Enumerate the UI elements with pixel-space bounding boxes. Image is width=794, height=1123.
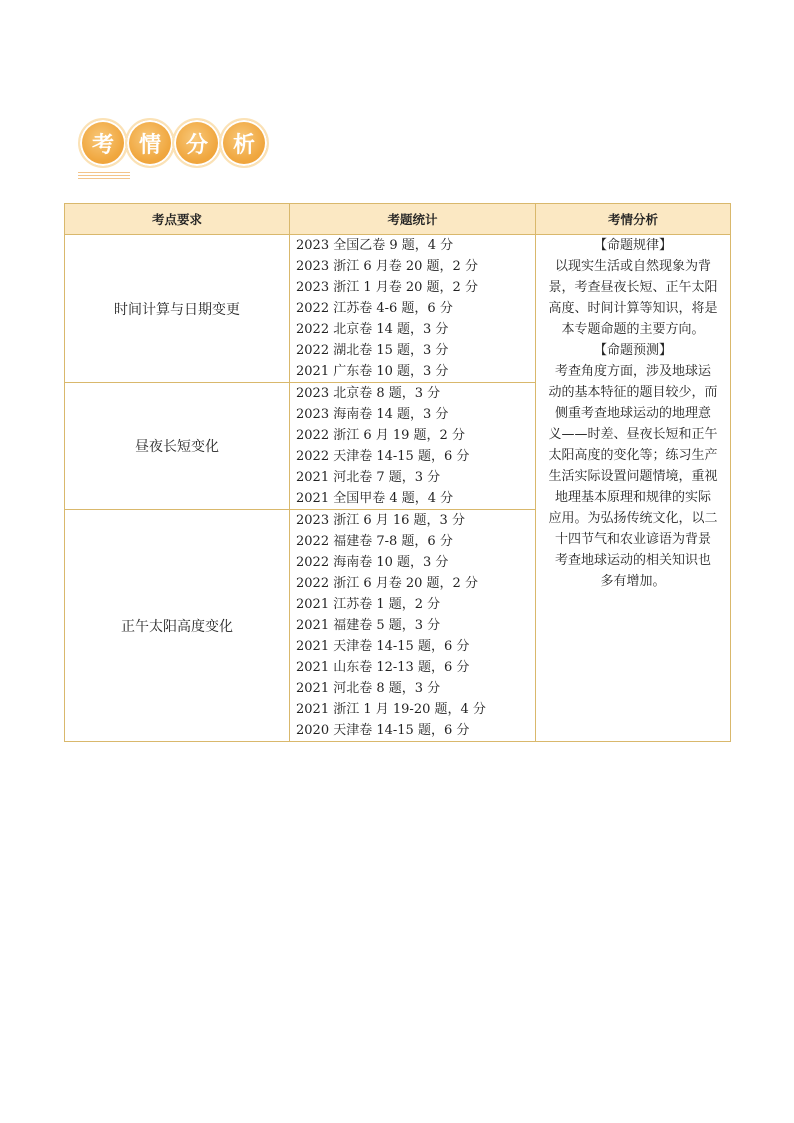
analysis-line: 景，考查昼夜长短、正午太阳	[548, 280, 718, 295]
banner-char: 分	[172, 118, 222, 168]
point-cell: 正午太阳高度变化	[65, 510, 290, 742]
stat-item: 2023 浙江 1 月卷 20 题，2 分	[296, 280, 478, 295]
stat-item: 2021 福建卷 5 题，3 分	[296, 618, 441, 633]
stat-item: 2021 江苏卷 1 题，2 分	[296, 597, 441, 612]
table-header-row	[65, 204, 731, 235]
stat-item: 2021 浙江 1 月 19-20 题，4 分	[296, 702, 486, 717]
banner-title	[78, 118, 278, 168]
analysis-line: 高度、时间计算等知识，将是	[548, 301, 718, 316]
stat-item: 2021 天津卷 14-15 题，6 分	[296, 639, 470, 654]
banner-char: 情	[125, 118, 175, 168]
header-analysis: 考情分析	[536, 204, 731, 235]
stat-item: 2022 江苏卷 4-6 题，6 分	[296, 301, 453, 316]
point-cell: 时间计算与日期变更	[65, 235, 290, 383]
analysis-line: 生活实际设置问题情境，重视	[548, 469, 718, 484]
analysis-line: 【命题预测】	[593, 343, 672, 358]
analysis-line: 考查角度方面，涉及地球运	[554, 364, 711, 379]
stat-item: 2023 浙江 6 月卷 20 题，2 分	[296, 259, 478, 274]
stat-item: 2021 全国甲卷 4 题，4 分	[296, 491, 454, 506]
point-cell: 昼夜长短变化	[65, 383, 290, 510]
stats-cell	[290, 235, 536, 383]
analysis-line: 以现实生活或自然现象为背	[554, 259, 711, 274]
analysis-line: 应用。为弘扬传统文化，以二	[548, 511, 718, 526]
stat-item: 2022 湖北卷 15 题，3 分	[296, 343, 449, 358]
analysis-line: 太阳高度的变化等；练习生产	[548, 448, 718, 463]
stat-item: 2022 海南卷 10 题，3 分	[296, 555, 449, 570]
banner-char: 考	[78, 118, 128, 168]
stat-item: 2021 山东卷 12-13 题，6 分	[296, 660, 470, 675]
banner-char: 析	[219, 118, 269, 168]
stat-item: 2023 浙江 6 月 16 题，3 分	[296, 513, 465, 528]
stat-item: 2021 河北卷 7 题，3 分	[296, 470, 441, 485]
analysis-line: 侧重考查地球运动的地理意	[554, 406, 711, 421]
stat-item: 2022 福建卷 7-8 题，6 分	[296, 534, 453, 549]
stats-cell	[290, 510, 536, 742]
analysis-line: 动的基本特征的题目较少，而	[548, 385, 718, 400]
analysis-line: 地理基本原理和规律的实际	[554, 490, 711, 505]
header-point: 考点要求	[65, 204, 290, 235]
analysis-line: 本专题命题的主要方向。	[561, 322, 705, 337]
banner-underline	[78, 172, 278, 179]
stat-item: 2022 天津卷 14-15 题，6 分	[296, 449, 470, 464]
analysis-line: 十四节气和农业谚语为背景	[554, 532, 711, 547]
header-stats: 考题统计	[290, 204, 536, 235]
table-row	[65, 235, 731, 383]
stats-cell	[290, 383, 536, 510]
stat-item: 2020 天津卷 14-15 题，6 分	[296, 723, 470, 738]
section-banner	[78, 118, 278, 182]
stat-item: 2021 广东卷 10 题，3 分	[296, 364, 449, 379]
stat-item: 2022 浙江 6 月卷 20 题，2 分	[296, 576, 478, 591]
analysis-line: 【命题规律】	[593, 238, 672, 253]
analysis-line: 考查地球运动的相关知识也	[554, 553, 711, 568]
exam-analysis-table	[64, 203, 731, 742]
stat-item: 2023 海南卷 14 题，3 分	[296, 407, 449, 422]
stat-item: 2021 河北卷 8 题，3 分	[296, 681, 441, 696]
stat-item: 2022 北京卷 14 题，3 分	[296, 322, 449, 337]
analysis-cell	[536, 235, 731, 742]
stat-item: 2023 全国乙卷 9 题，4 分	[296, 238, 454, 253]
analysis-line: 义——时差、昼夜长短和正午	[548, 427, 718, 442]
analysis-line: 多有增加。	[600, 574, 666, 589]
stat-item: 2022 浙江 6 月 19 题，2 分	[296, 428, 465, 443]
stat-item: 2023 北京卷 8 题，3 分	[296, 386, 441, 401]
